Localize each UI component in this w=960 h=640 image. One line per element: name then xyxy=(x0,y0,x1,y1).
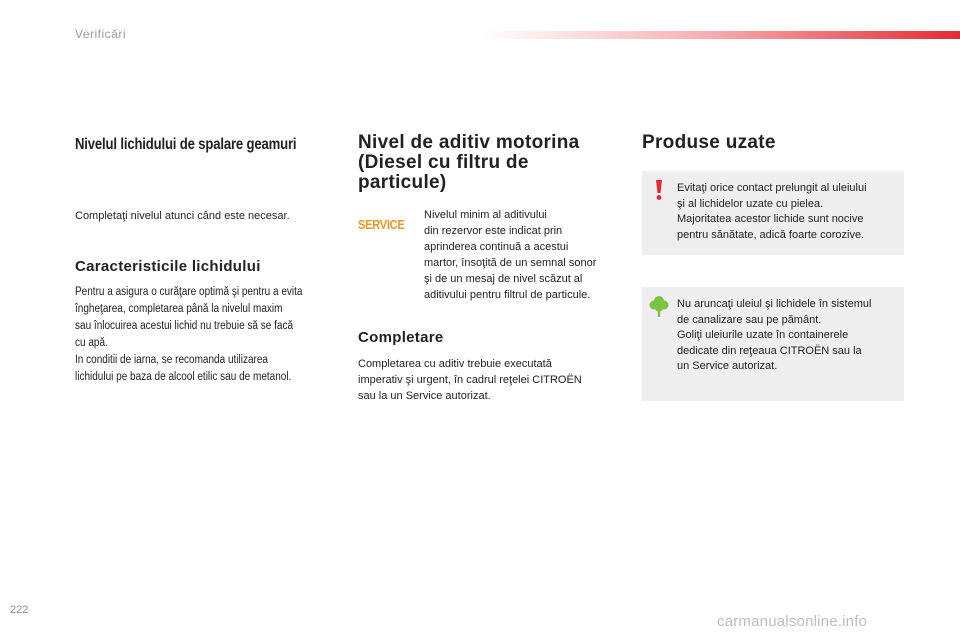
service-indicator-row xyxy=(358,207,620,303)
text-line: martor, însoţită de un semnal sonor xyxy=(424,257,597,269)
washer-fluid-intro: Completaţi nivelul atunci când este necesar. xyxy=(75,210,290,222)
text-line: un Service autorizat. xyxy=(677,360,778,372)
page-number: 222 xyxy=(10,604,29,616)
exclamation-icon xyxy=(652,179,666,201)
text-line: Nivelul minim al aditivului xyxy=(424,209,547,221)
text-line: Evitaţi orice contact prelungit al uleiului xyxy=(677,182,867,194)
diesel-additive-section xyxy=(358,133,620,404)
text-line: îngheţarea, completarea până la nivelul maxim xyxy=(75,303,283,315)
text-line: Goliţi uleiurile uzate în containerele xyxy=(677,329,849,341)
completare-title: Completare xyxy=(358,329,444,346)
text-line: aprinderea continuă a acestui xyxy=(424,241,569,253)
text-line: Nu aruncaţi uleiul şi lichidele în sistemul xyxy=(677,298,872,310)
environment-note-box xyxy=(642,287,904,401)
title-line: particule) xyxy=(358,172,447,193)
text-line: aditivului pentru filtrul de particule. xyxy=(424,289,591,301)
watermark: carmanualsonline.info xyxy=(717,613,868,630)
text-line: Pentru a asigura o curăţare optimă şi pentru a evita xyxy=(75,286,303,298)
section-title: Verificări xyxy=(75,27,127,41)
text-line: şi de un mesaj de nivel scăzut al xyxy=(424,273,583,285)
text-line: cu apă. xyxy=(75,337,108,349)
used-products-section xyxy=(642,133,904,401)
text-line: sau la un Service autorizat. xyxy=(358,390,491,402)
fluid-characteristics-text xyxy=(75,284,340,386)
service-warning-icon: SERVICE xyxy=(358,217,405,232)
text-line: din rezervor este indicat prin xyxy=(424,225,563,237)
text-line: de canalizare sau pe pământ. xyxy=(677,313,822,326)
header-accent-bar xyxy=(480,31,960,39)
text-line: imperativ şi urgent, în cadrul reţelei CITROËN xyxy=(358,374,582,386)
text-line: lichidului pe baza de alcool etilic sau de metanol. xyxy=(75,371,292,383)
diesel-additive-title xyxy=(358,133,620,193)
title-line: Nivel de aditiv motorina xyxy=(358,132,580,153)
text-line: sau înlocuirea acestui lichid nu trebuie să se facă xyxy=(75,320,294,332)
text-line: Completarea cu aditiv trebuie executată xyxy=(358,358,552,370)
service-indicator-text xyxy=(414,207,620,303)
tree-icon xyxy=(649,295,669,317)
text-line: şi al lichidelor uzate cu pielea. xyxy=(677,197,824,210)
warning-note-box xyxy=(642,171,904,255)
text-line: In conditii de iarna, se recomanda utilizarea xyxy=(75,354,268,366)
title-line: (Diesel cu filtru de xyxy=(358,152,529,173)
washer-fluid-section xyxy=(75,136,340,386)
completare-text xyxy=(358,356,620,404)
text-line: dedicate din reţeaua CITROËN sau la xyxy=(677,344,862,357)
text-line: Majoritatea acestor lichide sunt nocive xyxy=(677,213,864,225)
washer-fluid-title: Nivelul lichidului de spalare geamuri xyxy=(75,136,297,153)
used-products-title: Produse uzate xyxy=(642,132,776,153)
text-line: pentru sănătate, adică foarte corozive. xyxy=(677,228,865,241)
fluid-characteristics-title: Caracteristicile lichidului xyxy=(75,258,261,275)
